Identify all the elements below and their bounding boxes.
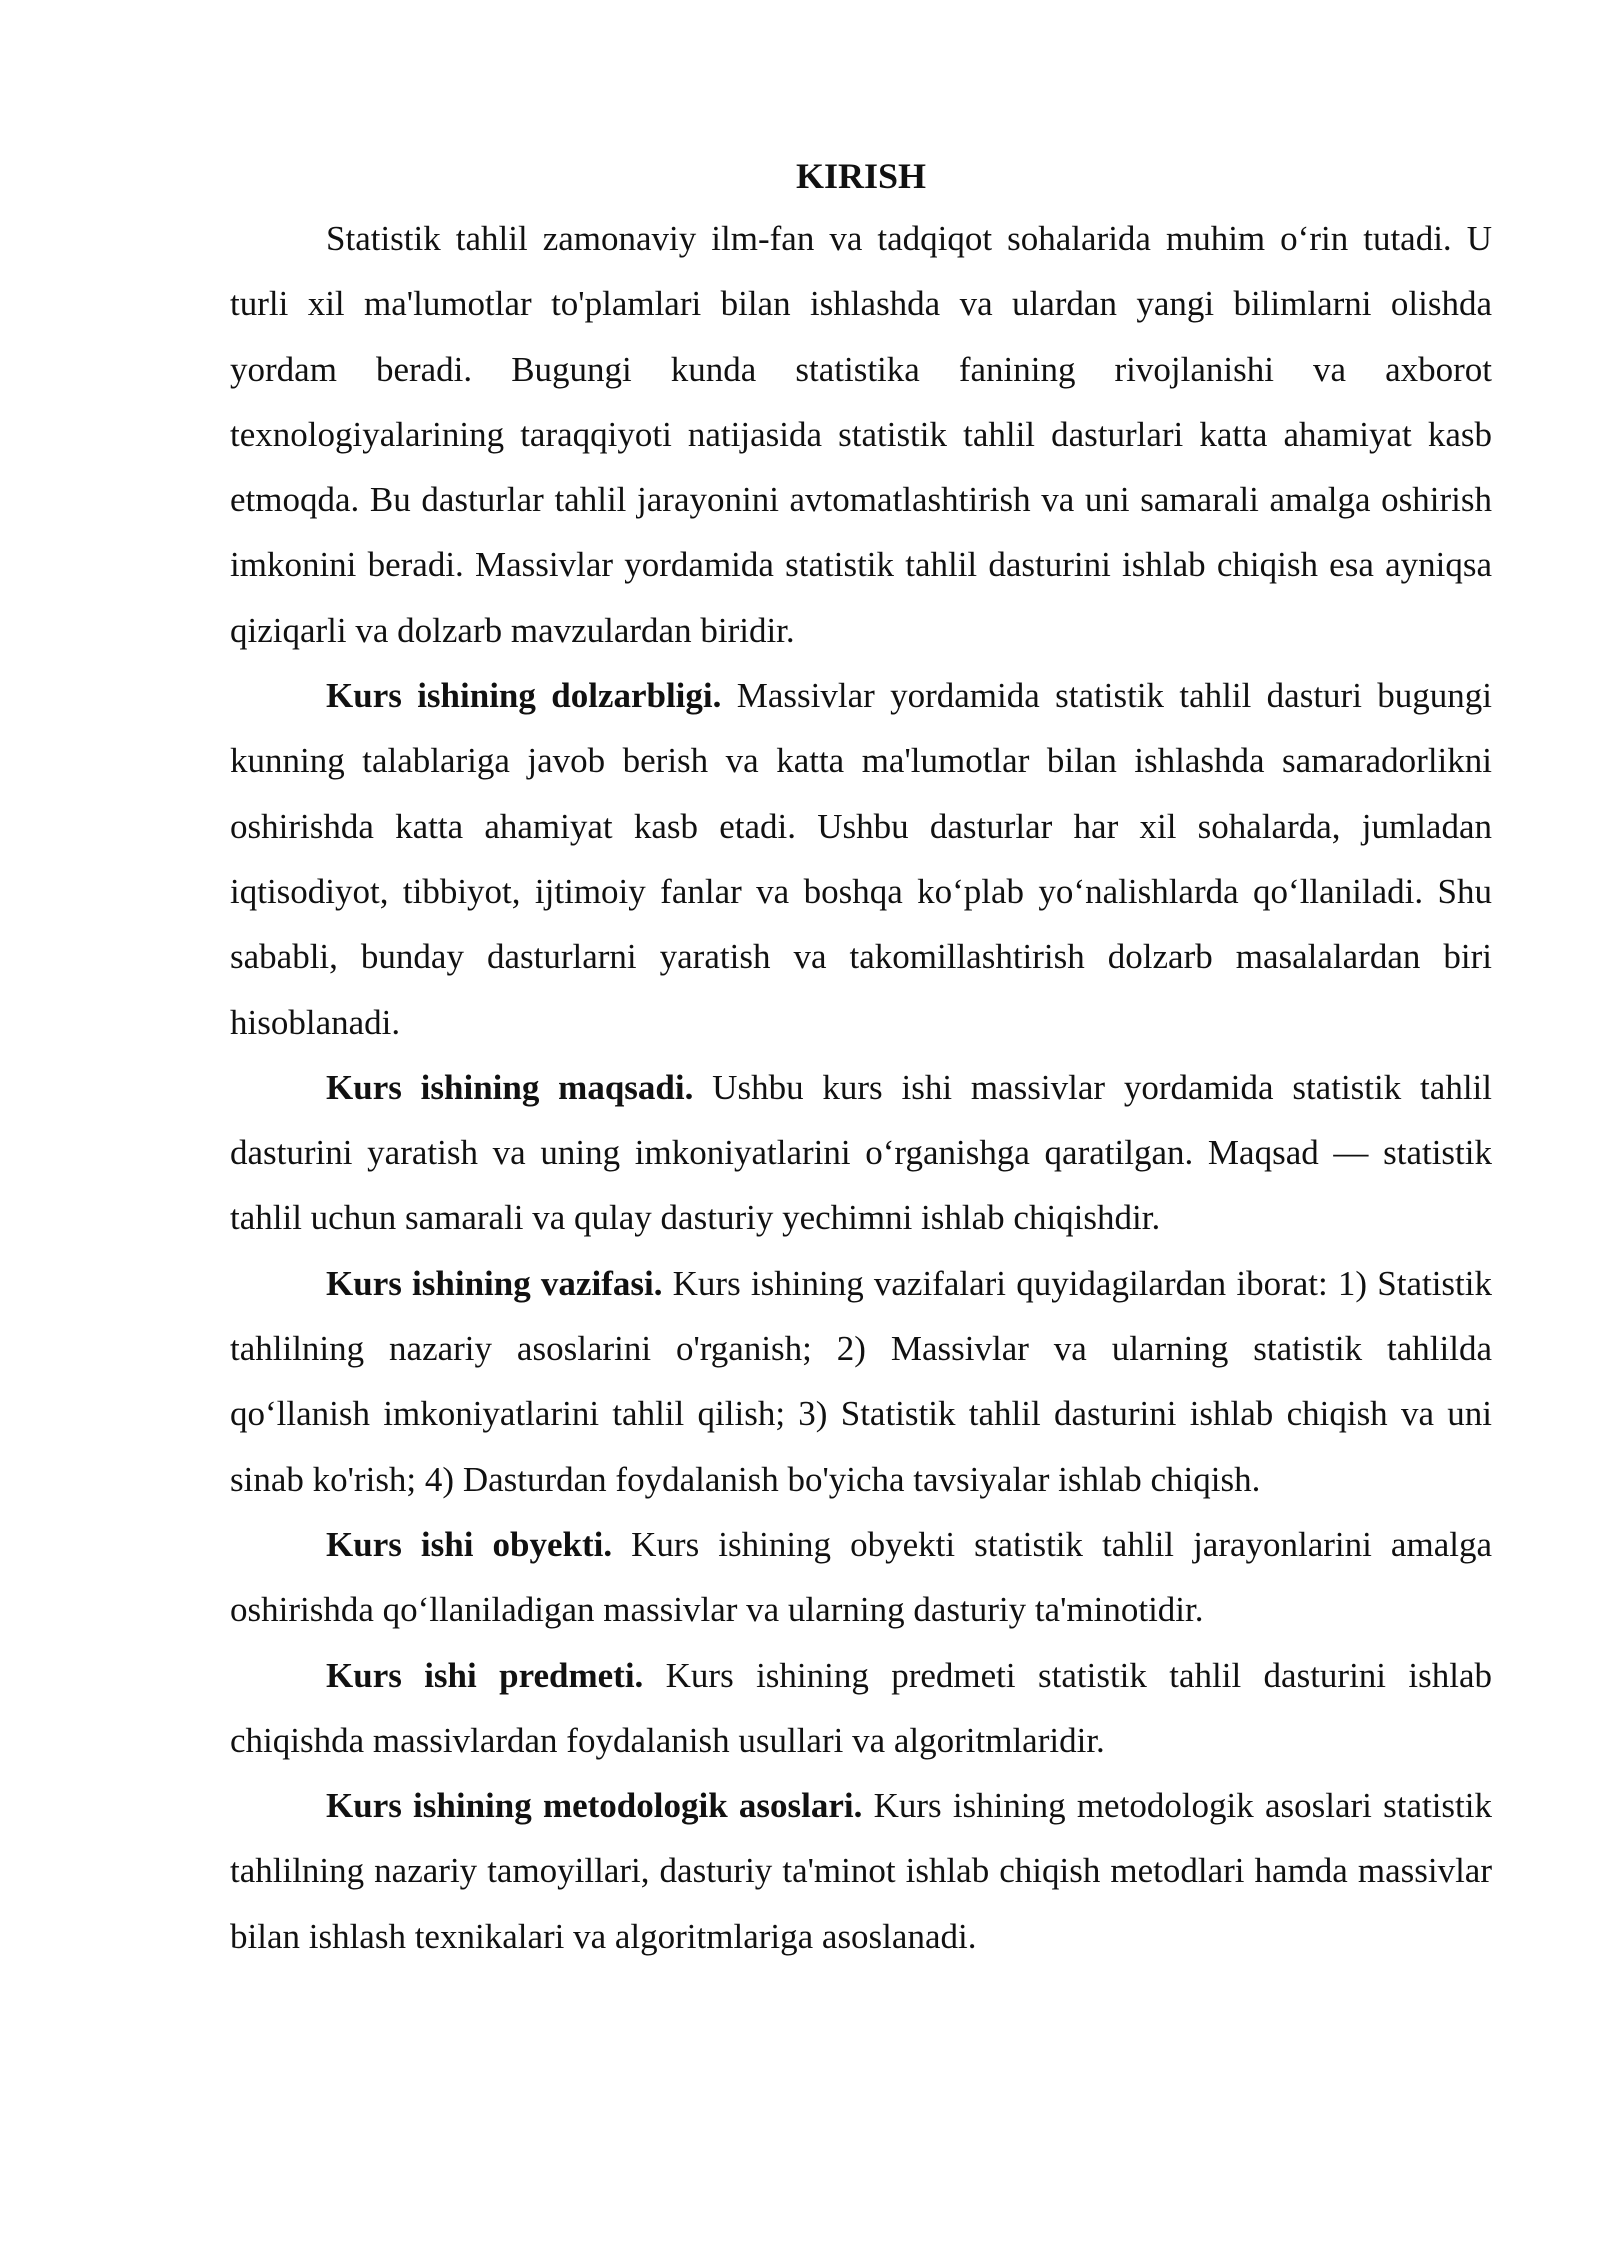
document-page bbox=[230, 148, 1492, 1969]
page-title: KIRISH bbox=[795, 156, 927, 196]
paragraph-subject bbox=[230, 1643, 1492, 1774]
tasks-text: Kurs ishining vazifalari quyidagilardan iborat: 1) Statistik tahlilning nazariy asoslarini o'rganish; 2) Massivlar va ularning statistik tahlilda qo‘llanish imkoniyatlarini tahlil qilish; 3) Statistik tahlil dasturini ishlab chiqish va uni sinab ko'rish; 4) Dasturdan foydalanish bo'yicha tavsiyalar ishlab chiqish. bbox=[230, 1263, 1492, 1499]
paragraph-goal bbox=[230, 1055, 1492, 1251]
paragraph-relevance bbox=[230, 663, 1492, 1055]
methodology-heading: Kurs ishining metodologik asoslari. bbox=[326, 1786, 863, 1826]
paragraph-tasks bbox=[230, 1251, 1492, 1512]
relevance-heading: Kurs ishining dolzarbligi. bbox=[326, 676, 722, 716]
subject-text: Kurs ishining predmeti statistik tahlil dasturini ishlab chiqishda massivlardan foydalanish usullari va algoritmlaridir. bbox=[230, 1655, 1492, 1760]
object-heading: Kurs ishi obyekti. bbox=[326, 1524, 613, 1564]
paragraph-intro bbox=[230, 206, 1492, 663]
goal-text: Ushbu kurs ishi massivlar yordamida statistik tahlil dasturini yaratish va uning imkoniyatlarini o‘rganishga qaratilgan. Maqsad — statistik tahlil uchun samarali va qulay dasturiy yechimni ishlab chiqishdir. bbox=[230, 1067, 1492, 1238]
paragraph-object bbox=[230, 1512, 1492, 1643]
paragraph-intro-text: Statistik tahlil zamonaviy ilm-fan va tadqiqot sohalarida muhim o‘rin tutadi. U turli xil ma'lumotlar to'plamlari bilan ishlashda va ulardan yangi bilimlarni olishda yordam beradi. Bugungi kunda statistika fanining rivojlanishi va axborot texnologiyalarining taraqqiyoti natijasida statistik tahlil dasturlari katta ahamiyat kasb etmoqda. Bu dasturlar tahlil jarayonini avtomatlashtirish va uni samarali amalga oshirish imkonini beradi. Massivlar yordamida statistik tahlil dasturini ishlab chiqish esa ayniqsa qiziqarli va dolzarb mavzulardan biridir. bbox=[230, 219, 1492, 650]
tasks-heading: Kurs ishining vazifasi. bbox=[326, 1263, 663, 1303]
paragraph-methodology bbox=[230, 1773, 1492, 1969]
methodology-text: Kurs ishining metodologik asoslari statistik tahlilning nazariy tamoyillari, dasturiy ta'minot ishlab chiqish metodlari hamda massivlar bilan ishlash texnikalari va algoritmlariga asoslanadi. bbox=[230, 1786, 1492, 1956]
object-text: Kurs ishining obyekti statistik tahlil jarayonlarini amalga oshirishda qo‘llaniladigan massivlar va ularning dasturiy ta'minotidir. bbox=[230, 1524, 1492, 1630]
goal-heading: Kurs ishining maqsadi. bbox=[326, 1067, 694, 1107]
relevance-text: Massivlar yordamida statistik tahlil dasturi bugungi kunning talablariga javob berish va katta ma'lumotlar bilan ishlashda samaradorlikni oshirishda katta ahamiyat kasb etadi. Ushbu dasturlar har xil sohalarda, jumladan iqtisodiyot, tibbiyot, ijtimoiy fanlar va boshqa ko‘plab yo‘nalishlarda qo‘llaniladi. Shu sababli, bunday dasturlarni yaratish va takomillashtirish dolzarb masalalardan biri hisoblanadi. bbox=[230, 676, 1492, 1042]
subject-heading: Kurs ishi predmeti. bbox=[326, 1655, 644, 1695]
